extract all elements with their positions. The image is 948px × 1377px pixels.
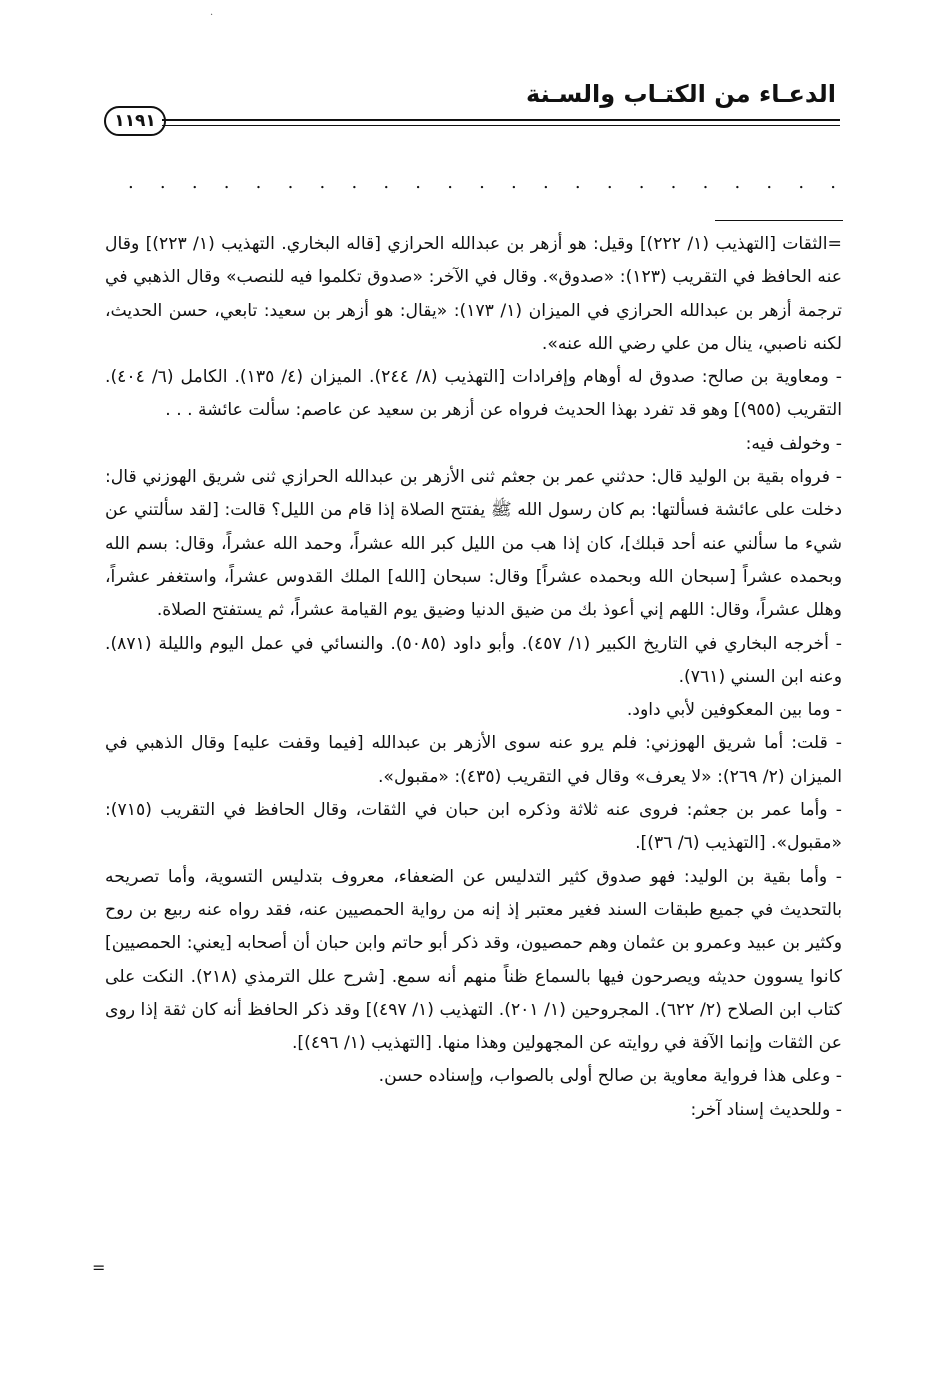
separator-dots: . . . . . . . . . . . . . . . . . . . . . . . bbox=[128, 172, 838, 193]
paragraph: - وما بين المعكوفين لأبي داود. bbox=[626, 700, 842, 721]
paragraph: - أخرجه البخاري في التاريخ الكبير (١/ ٤٥٧). وأبو داود (٥٠٨٥). والنسائي في عمل اليوم والليلة (٨٧١). وعنه ابن السني (٧٦١). bbox=[105, 633, 842, 687]
paragraph: =الثقات [التهذيب (١/ ٢٢٢)] وقيل: هو أزهر بن عبدالله الحرازي [قاله البخاري. التهذيب (١/ ٢٢٣)] وقال عنه الحافظ في التقريب (١٢٣): «صدوق». وقال في الآخر: «صدوق تكلموا فيه للنصب» وقال الذهبي في ترجمة أزهر بن عبدالله الحرازي في الميزان (١/ ١٧٣): «يقال: هو أزهر بن سعيد: تابعي، حسن الحديث، لكنه ناصبي، ينال من علي رضي الله عنه». bbox=[105, 234, 843, 354]
paragraph: - فرواه بقية بن الوليد قال: حدثني عمر بن جعثم ثنى الأزهر بن عبدالله الحرازي ثنى شريق الهوزني قال: دخلت على عائشة فسألتها: بم كان رسول الله ﷺ يفتتح الصلاة إذا قام من الليل؟ قالت: [لقد سألتني عن شيء ما سألني عنه أحد قبلك]، كان إذا هب من الليل كبر الله عشراً، وحمد الله عشراً، وقال: بسم الله وبحمده عشراً [سبحان الله وبحمده عشراً] وقال: سبحان [الله] الملك القدوس عشراً، واستغفر عشراً، وهلل عشراً، وقال: اللهم إني أعوذ بك من ضيق الدنيا وضيق يوم القيامة عشراً، ثم يستفتح الصلاة. bbox=[105, 467, 842, 621]
running-title: الدعـاء من الكتـاب والسـنة bbox=[526, 80, 836, 108]
continuation-mark: = bbox=[92, 1258, 106, 1277]
paragraph: - وعلى هذا فرواية معاوية بن صالح أولى بالصواب، وإسناده حسن. bbox=[378, 1066, 842, 1087]
paragraph: - قلت: أما شريق الهوزني: فلم يرو عنه سوى الأزهر بن عبدالله [فيما وقفت عليه] وقال الذهبي في الميزان (٢/ ٢٦٩): «لا يعرف» وقال في التقريب (٤٣٥): «مقبول». bbox=[105, 733, 842, 787]
paragraph: - وخولف فيه: bbox=[745, 433, 842, 454]
scan-mark: · bbox=[210, 10, 214, 21]
header-rule bbox=[162, 119, 840, 121]
paragraph: - وأما بقية بن الوليد: فهو صدوق كثير التدليس عن الضعفاء، معروف بتدليس التسوية، وأما تصريحه بالتحديث في جميع طبقات السند فغير معتبر إذ إنه من رواية الحمصيين عنه، فقد رواه عنه ربيع بن روح وكثير بن عبيد وعمرو بن عثمان وهم حمصيون، وقد ذكر أبو حاتم وابن حبان أن أصحابه [يعني: الحمصيين] كانوا يسوون حديثه ويصرحون فيها بالسماع ظناً منهم أنه سمع. [شرح علل الترمذي (٢١٨). النكت على كتاب ابن الصلاح (٢/ ٦٢٢). المجروحين (١/ ٢٠١). التهذيب (١/ ٤٩٧)] وقد ذكر الحافظ أنه كان ثقة إذا روى عن الثقات وإنما الآفة في روايته عن المجهولين وهذا منها. [التهذيب (١/ ٤٩٦)]. bbox=[105, 866, 843, 1054]
footnote-rule bbox=[715, 220, 843, 221]
header-rule-thin bbox=[162, 125, 840, 126]
paragraph: - وللحديث إسناد آخر: bbox=[690, 1099, 842, 1120]
paragraph: - ومعاوية بن صالح: صدوق له أوهام وإفرادات [التهذيب (٨/ ٢٤٤). الميزان (٤/ ١٣٥). الكامل (٦/ ٤٠٤). التقريب (٩٥٥)] وهو قد تفرد بهذا الحديث فرواه عن أزهر بن سعيد عن عاصم: سألت عائشة . . . bbox=[105, 367, 842, 421]
paragraph: - وأما عمر بن جعثم: فروى عنه ثلاثة وذكره ابن حبان في الثقات، وقال الحافظ في التقريب (٧١٥): «مقبول». [التهذيب (٦/ ٣٦)]. bbox=[105, 800, 842, 854]
footnote-text bbox=[105, 228, 842, 1127]
page-number: ١١٩١ bbox=[104, 106, 166, 136]
